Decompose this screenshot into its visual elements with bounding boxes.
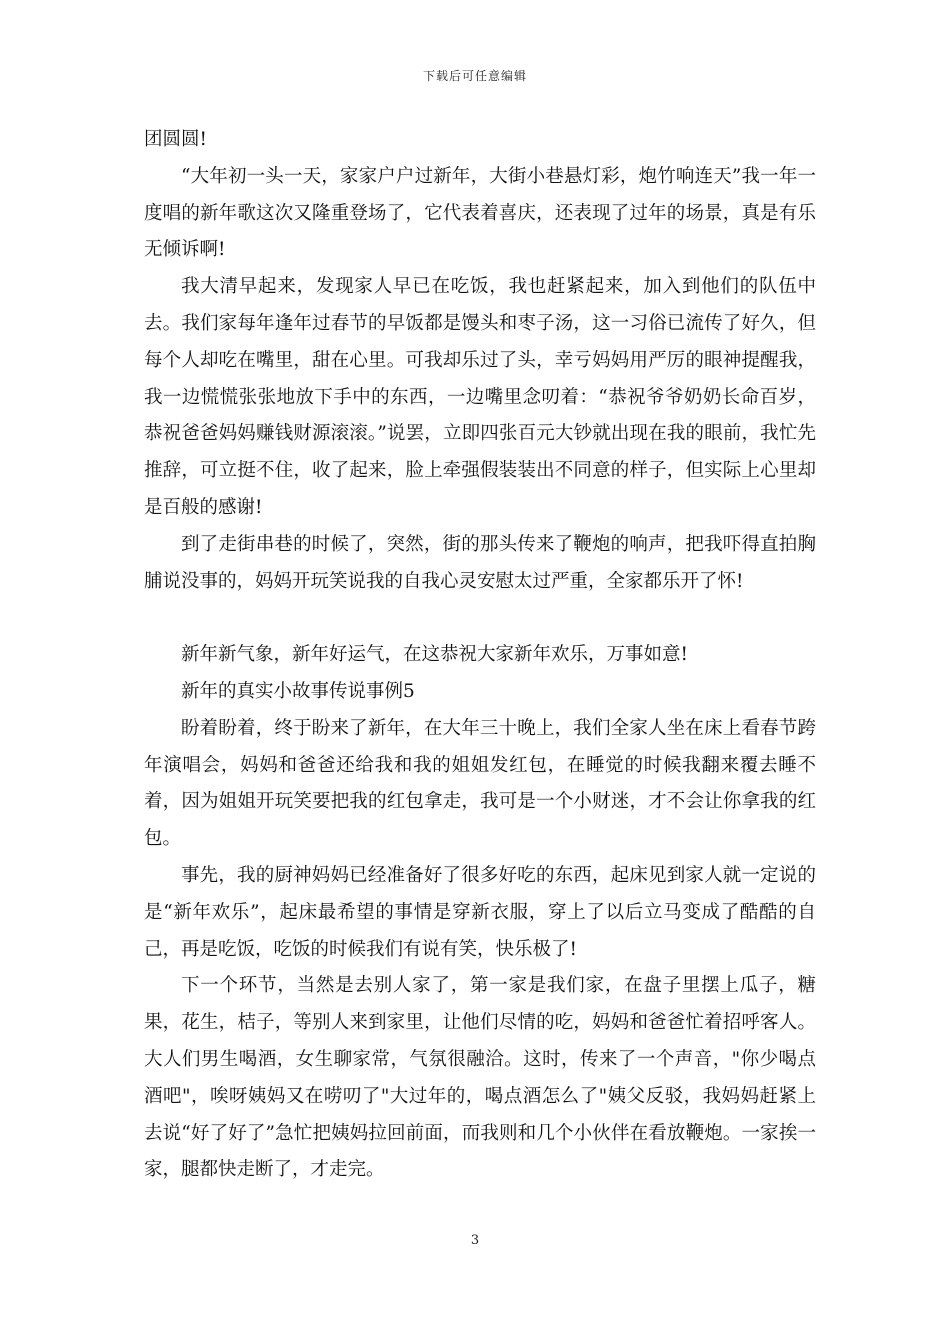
paragraph-new-year-song: “大年初一头一天，家家户户过新年，大街小巷悬灯彩，炮竹响连天”我一年一度唱的新年歌这次又隆重登场了，它代表着喜庆，还表现了过年的场景，真是有乐无倾诉啊! [144, 165, 816, 261]
section-title: 新年的真实小故事传说事例5 [181, 680, 415, 702]
paragraph-morning: 事先，我的厨神妈妈已经准备好了很多好吃的东西，起床见到家人就一定说的是“新年欢乐”，起床最希望的事情是穿新衣服，穿上了以后立马变成了酷酷的自己，再是吃饭，吃饭的时候我们有说有笑，快乐极了! [144, 864, 816, 960]
paragraph-firecrackers: 到了走街串巷的时候了，突然，街的那头传来了鞭炮的响声，把我吓得直拍胸脯说没事的，妈妈开玩笑说我的自我心灵安慰太过严重，全家都乐开了怀! [144, 533, 816, 592]
page-number: 3 [470, 1233, 480, 1248]
document-body [144, 122, 816, 1189]
paragraph-new-year-eve: 盼着盼着，终于盼来了新年，在大年三十晚上，我们全家人坐在床上看春节跨年演唱会，妈妈和爸爸还给我和我的姐姐发红包，在睡觉的时候我翻来覆去睡不着，因为姐姐开玩笑要把我的红包拿走，我可是一个小财迷，才不会让你拿我的红包。 [144, 717, 816, 850]
paragraph-continuation: 团圆圆! [144, 129, 207, 150]
paragraph-visiting: 下一个环节，当然是去别人家了，第一家是我们家，在盘子里摆上瓜子，糖果，花生，桔子，等别人来到家里，让他们尽情的吃，妈妈和爸爸忙着招呼客人。大人们男生喝酒，女生聊家常，气氛很融洽。这时，传来了一个声音，"你少喝点酒吧"，唉呀姨妈又在唠叨了"大过年的，喝点酒怎么了"姨父反驳，我妈妈赶紧上去说“好了好了”急忙把姨妈拉回前面，而我则和几个小伙伴在看放鞭炮。一家挨一家，腿都快走断了，才走完。 [144, 975, 816, 1181]
blank-line [144, 600, 816, 637]
page-header: 下载后可任意编辑 [422, 69, 527, 83]
paragraph-blessing: 新年新气象，新年好运气，在这恭祝大家新年欢乐，万事如意! [181, 644, 688, 666]
paragraph-breakfast: 我大清早起来，发现家人早已在吃饭，我也赶紧起来，加入到他们的队伍中去。我们家每年逢年过春节的早饭都是馒头和枣子汤，这一习俗已流传了好久，但每个人却吃在嘴里，甜在心里。可我却乐过了头，幸亏妈妈用严厉的眼神提醒我，我一边慌慌张张地放下手中的东西，一边嘴里念叨着：“恭祝爷爷奶奶长命百岁，恭祝爸爸妈妈赚钱财源滚滚。”说罢，立即四张百元大钞就出现在我的眼前，我忙先推辞，可立挺不住，收了起来，脸上牵强假装装出不同意的样子，但实际上心里却是百般的感谢! [144, 276, 816, 518]
